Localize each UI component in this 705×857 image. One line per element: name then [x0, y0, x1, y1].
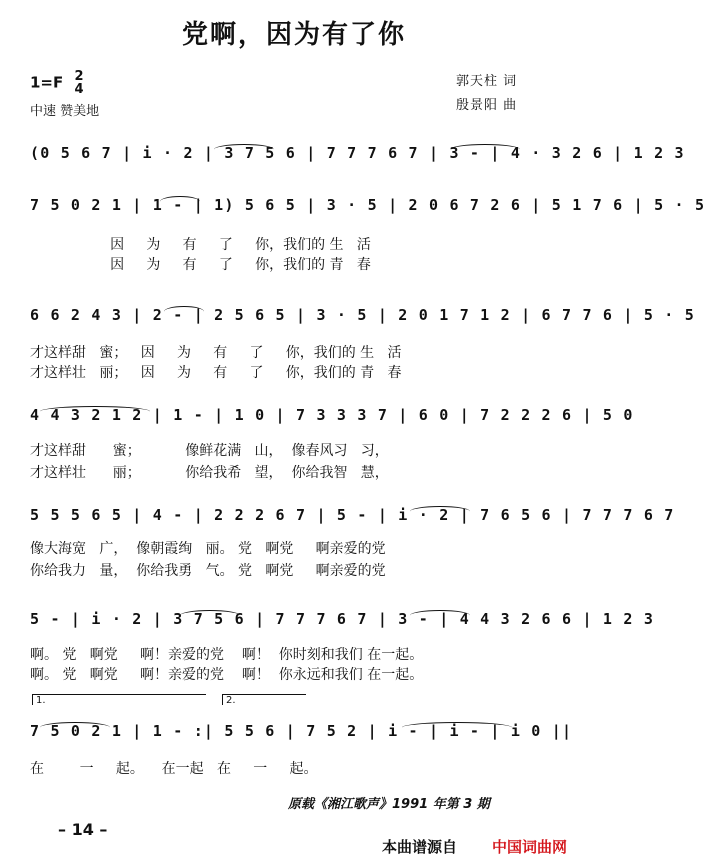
lyric-line: 才这样壮 丽； 因 为 有 了 你，我们的 青 春: [30, 365, 402, 381]
lyric-line: 因 为 有 了 你，我们的 青 春: [30, 257, 371, 273]
source-note: 原载《湘江歌声》1991 年第 3 期: [288, 797, 490, 812]
lyric-line: 啊。 党 啊党 啊！亲爱的党 啊！ 你永远和我们 在一起。: [30, 667, 424, 683]
footer-source-label: 本曲谱源自: [382, 838, 458, 856]
score-notes: 4 4 3 2 1 2 | 1 - | 1 0 | 7 3 3 3 7 | 6 0 | 7 2 2 2 6 | 5 0: [30, 406, 634, 424]
score-notes: 7 5 0 2 1 | 1 - | 1) 5 6 5 | 3 · 5 | 2 0 6 7 2 6 | 5 1 7 6 | 5 · 5: [30, 196, 705, 214]
slur: [160, 196, 200, 207]
composer-credit: 殷景阳 曲: [456, 98, 518, 113]
slur: [402, 722, 512, 733]
key-signature: [30, 70, 84, 96]
score-notes: 7 5 0 2 1 | 1 - :| 5 5 6 | 7 5 2 | i - | i - | i 0 ||: [30, 722, 573, 740]
score-row-2: [30, 192, 705, 218]
lyric-line: 才这样甜 蜜； 因 为 有 了 你，我们的 生 活: [30, 345, 402, 361]
slur: [410, 506, 470, 517]
volta-second-ending: 2.: [222, 694, 306, 705]
slur: [410, 610, 470, 621]
lyric-line: 才这样甜 蜜； 像鲜花满 山， 像春风习 习，: [30, 443, 389, 459]
slur: [40, 406, 150, 417]
score-row-5: [30, 502, 675, 528]
score-notes: 6 6 2 4 3 | 2 - | 2 5 6 5 | 3 · 5 | 2 0 1 7 1 2 | 6 7 7 6 | 5 · 5: [30, 306, 695, 324]
page-title: 党啊，因为有了你: [181, 20, 406, 50]
slur: [214, 144, 274, 155]
score-row-7: [30, 718, 573, 744]
lyric-line: 啊。 党 啊党 啊！亲爱的党 啊！ 你时刻和我们 在一起。: [30, 647, 424, 663]
footer-site-name: 中国词曲网: [492, 838, 568, 856]
score-row-4: [30, 402, 634, 428]
score-notes: (0 5 6 7 | i · 2 | 3 7 5 6 | 7 7 7 6 7 | 3 - | 4 · 3 2 6 | 1 2 3: [30, 144, 685, 162]
slur: [40, 722, 110, 733]
lyricist-credit: 郭天柱 词: [456, 74, 518, 89]
slur: [164, 306, 204, 317]
score-notes: 5 5 5 6 5 | 4 - | 2 2 2 6 7 | 5 - | i · 2 | 7 6 5 6 | 7 7 7 6 7: [30, 506, 675, 524]
score-row-3: [30, 302, 695, 328]
lyric-line: 因 为 有 了 你，我们的 生 活: [30, 237, 371, 253]
time-bottom: 4: [74, 82, 84, 97]
score-row-6: [30, 606, 655, 632]
score-notes: 5 - | i · 2 | 3 7 5 6 | 7 7 7 6 7 | 3 - | 4 4 3 2 6 6 | 1 2 3: [30, 610, 655, 628]
slur: [180, 610, 240, 621]
slur: [450, 144, 520, 155]
lyric-line: 像大海宽 广， 像朝霞绚 丽。 党 啊党 啊亲爱的党: [30, 541, 386, 557]
tempo-marking: 中速 赞美地: [30, 104, 100, 119]
lyric-line: 你给我力 量， 你给我勇 气。 党 啊党 啊亲爱的党: [30, 563, 386, 579]
lyric-line: 才这样壮 丽； 你给我希 望， 你给我智 慧，: [30, 465, 389, 481]
time-signature: [75, 70, 84, 96]
time-top: 2: [74, 69, 84, 84]
key-label: 1=F: [30, 73, 64, 92]
volta-first-ending: 1.: [32, 694, 206, 705]
score-row-1: [30, 140, 685, 166]
lyric-line: 在 一 起。 在一起 在 一 起。: [30, 761, 318, 777]
page-number: – 14 –: [58, 820, 108, 839]
